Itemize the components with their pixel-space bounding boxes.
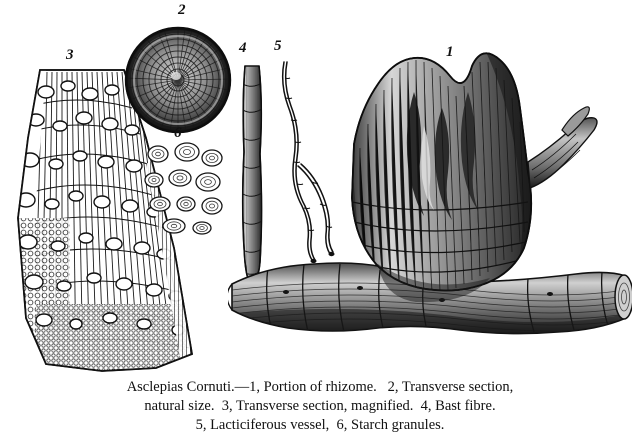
figure-label-2: 2	[178, 2, 186, 18]
caption-line-1: Asclepias Cornuti.—1, Portion of rhizome. 2, Transverse section,	[126, 379, 514, 395]
figure-1-portion-of-rhizome	[228, 52, 632, 372]
caption-line-2: natural size. 3, Transverse section, magnified. 4, Bast fibre.	[144, 398, 496, 414]
figure-label-6: 6	[174, 125, 182, 141]
figure-label-3: 3	[66, 47, 74, 63]
figure-6-starch-granules	[140, 142, 230, 237]
caption-line-3: 5, Lacticiferous vessel, 6, Starch granules.	[195, 417, 445, 433]
figure-label-5: 5	[274, 38, 282, 54]
plate-caption	[0, 378, 640, 435]
figure-label-4: 4	[239, 40, 247, 56]
figure-label-1: 1	[446, 44, 454, 60]
figure-2-transverse-section-natural-size	[118, 22, 238, 142]
